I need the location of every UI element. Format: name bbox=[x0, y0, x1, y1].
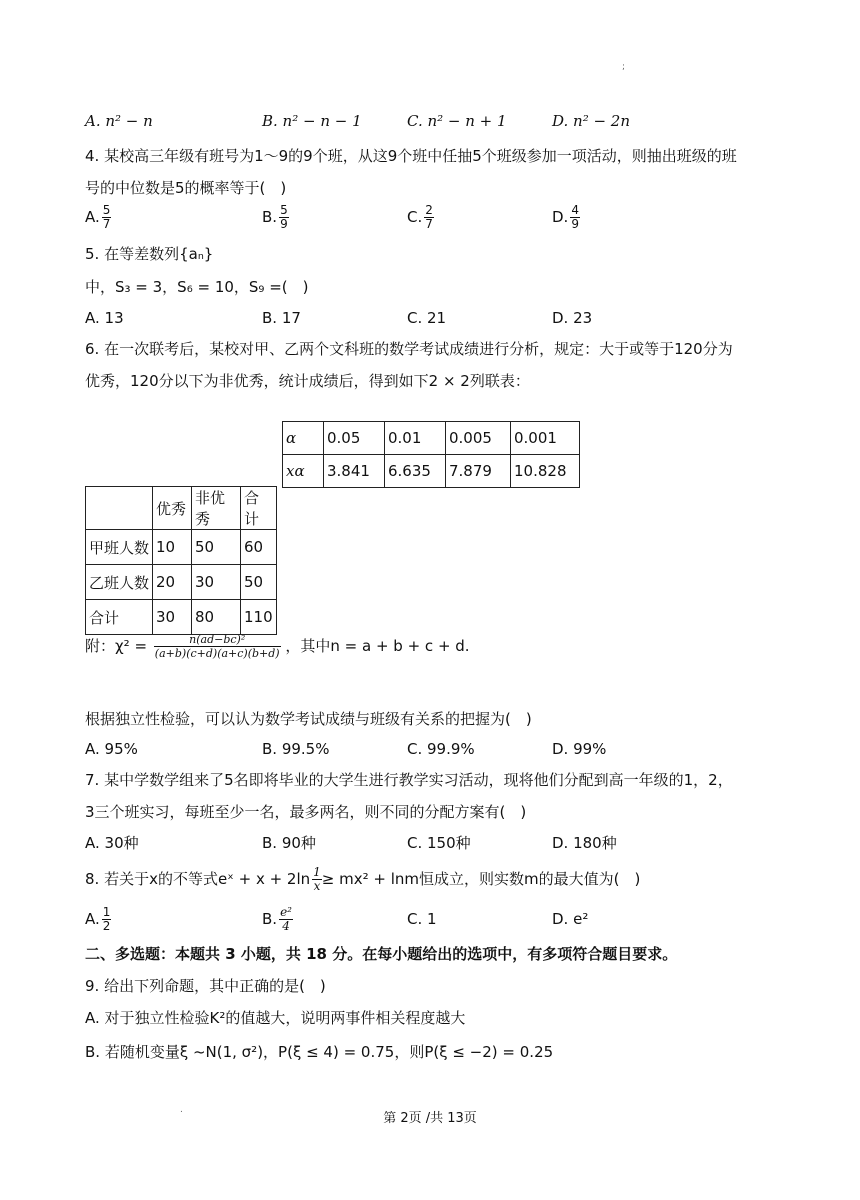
section-heading: 二、多选题：本题共 3 小题，共 18 分。在每小题给出的选项中，有多项符合题目要求。 bbox=[85, 945, 678, 963]
q5-stem-line2: 中，S₃ = 3，S₆ = 10，S₉ =( ) bbox=[85, 278, 309, 296]
table-cell: 30 bbox=[153, 600, 192, 635]
table-cell: 30 bbox=[192, 565, 241, 600]
q7-stem-line2: 3三个班实习，每班至少一名，最多两名，则不同的分配方案有( ) bbox=[85, 803, 527, 821]
q6-question: 根据独立性检验，可以认为数学考试成绩与班级有关系的把握为( ) bbox=[85, 710, 532, 728]
page-mark: ; bbox=[622, 62, 626, 72]
q4-option-d: D. $\frac{4}{9}$ bbox=[552, 203, 579, 231]
q5-option-c: C. 21 bbox=[407, 309, 447, 327]
q6-stem-line1: 6. 在一次联考后，某校对甲、乙两个文科班的数学考试成绩进行分析，规定：大于或等于120分为 bbox=[85, 340, 733, 358]
q4-option-b: B. $\frac{5}{9}$ bbox=[262, 203, 288, 231]
table-row bbox=[86, 600, 277, 635]
q7-option-a: A. 30种 bbox=[85, 834, 139, 852]
q4-stem-line2: 号的中位数是5的概率等于( ) bbox=[85, 179, 287, 197]
q9-option-b: B. 若随机变量ξ ~N(1, σ²)，P(ξ ≤ 4) = 0.75，则P(ξ ≤ −2) = 0.25 bbox=[85, 1043, 554, 1061]
q3-option-b: B. n² − n − 1 bbox=[262, 112, 362, 130]
page-footer: 第 2页 /共 13页 bbox=[383, 1111, 477, 1126]
q9-option-a: A. 对于独立性检验K²的值越大，说明两事件相关程度越大 bbox=[85, 1009, 466, 1027]
q3-option-a: A. n² − n bbox=[85, 112, 153, 130]
footer-mark: . bbox=[180, 1105, 183, 1115]
table-cell: 0.05 bbox=[324, 422, 385, 455]
q6-stem-line2: 优秀，120分以下为非优秀，统计成绩后，得到如下2 × 2列联表： bbox=[85, 372, 530, 390]
q6-option-d: D. 99% bbox=[552, 740, 607, 758]
table-cell: 非优秀 bbox=[192, 487, 241, 530]
table-cell: 10.828 bbox=[511, 455, 580, 488]
q8-option-c: C. 1 bbox=[407, 910, 437, 928]
q7-option-b: B. 90种 bbox=[262, 834, 316, 852]
table-cell: 110 bbox=[241, 600, 277, 635]
contingency-table bbox=[85, 486, 277, 635]
q6-option-c: C. 99.9% bbox=[407, 740, 475, 758]
table-row bbox=[86, 487, 277, 530]
table-cell bbox=[86, 487, 153, 530]
q5-option-d: D. 23 bbox=[552, 309, 593, 327]
q4-option-c: C. $\frac{2}{7}$ bbox=[407, 203, 433, 231]
table-cell: 50 bbox=[192, 530, 241, 565]
table-cell: 6.635 bbox=[385, 455, 446, 488]
q8-option-b: B. $\frac{\text{e²}}{4}$ bbox=[262, 905, 292, 933]
table-cell: 合计 bbox=[86, 600, 153, 635]
q5-stem-line1: 5. 在等差数列{aₙ} bbox=[85, 245, 214, 263]
table-cell: 乙班人数 bbox=[86, 565, 153, 600]
q7-option-d: D. 180种 bbox=[552, 834, 617, 852]
table-cell: 3.841 bbox=[324, 455, 385, 488]
table-cell: 合计 bbox=[241, 487, 277, 530]
table-cell: α bbox=[283, 422, 324, 455]
table-cell: 优秀 bbox=[153, 487, 192, 530]
table-cell: 0.01 bbox=[385, 422, 446, 455]
q4-option-a: A. $\frac{5}{7}$ bbox=[85, 203, 111, 231]
table-cell: xα bbox=[283, 455, 324, 488]
table-cell: 80 bbox=[192, 600, 241, 635]
table-cell: 0.001 bbox=[511, 422, 580, 455]
table-cell: 甲班人数 bbox=[86, 530, 153, 565]
chi-square-formula: 附：χ² = $\frac{\text{n(ad−bc)²}}{(a+b)(c+d)(a+c)(b+d)}$ ，其中n = a + b + c + d. bbox=[85, 633, 470, 660]
q6-option-a: A. 95% bbox=[85, 740, 138, 758]
table-cell: 7.879 bbox=[446, 455, 511, 488]
q8-stem: 8. 若关于x的不等式eˣ + x + 2ln $\frac{1}{x}$ ≥ mx² + lnm恒成立，则实数m的最大值为( ) bbox=[85, 865, 641, 893]
q8-option-a: A. $\frac{1}{2}$ bbox=[85, 905, 111, 933]
table-row bbox=[283, 455, 580, 488]
table-row bbox=[283, 422, 580, 455]
q5-option-a: A. 13 bbox=[85, 309, 124, 327]
q6-option-b: B. 99.5% bbox=[262, 740, 330, 758]
table-cell: 60 bbox=[241, 530, 277, 565]
q7-stem-line1: 7. 某中学数学组来了5名即将毕业的大学生进行教学实习活动，现将他们分配到高一年级的1，2， bbox=[85, 771, 733, 789]
q5-option-b: B. 17 bbox=[262, 309, 301, 327]
table-row bbox=[86, 565, 277, 600]
q3-option-d: D. n² − 2n bbox=[552, 112, 631, 130]
table-cell: 10 bbox=[153, 530, 192, 565]
table-cell: 50 bbox=[241, 565, 277, 600]
q8-option-d: D. e² bbox=[552, 910, 589, 928]
critical-value-table bbox=[282, 421, 580, 488]
table-cell: 0.005 bbox=[446, 422, 511, 455]
q4-stem-line1: 4. 某校高三年级有班号为1～9的9个班，从这9个班中任抽5个班级参加一项活动，则抽出班级的班 bbox=[85, 147, 737, 165]
q7-option-c: C. 150种 bbox=[407, 834, 471, 852]
q3-option-c: C. n² − n + 1 bbox=[407, 112, 507, 130]
q9-stem: 9. 给出下列命题，其中正确的是( ) bbox=[85, 977, 326, 995]
table-row bbox=[86, 530, 277, 565]
table-cell: 20 bbox=[153, 565, 192, 600]
